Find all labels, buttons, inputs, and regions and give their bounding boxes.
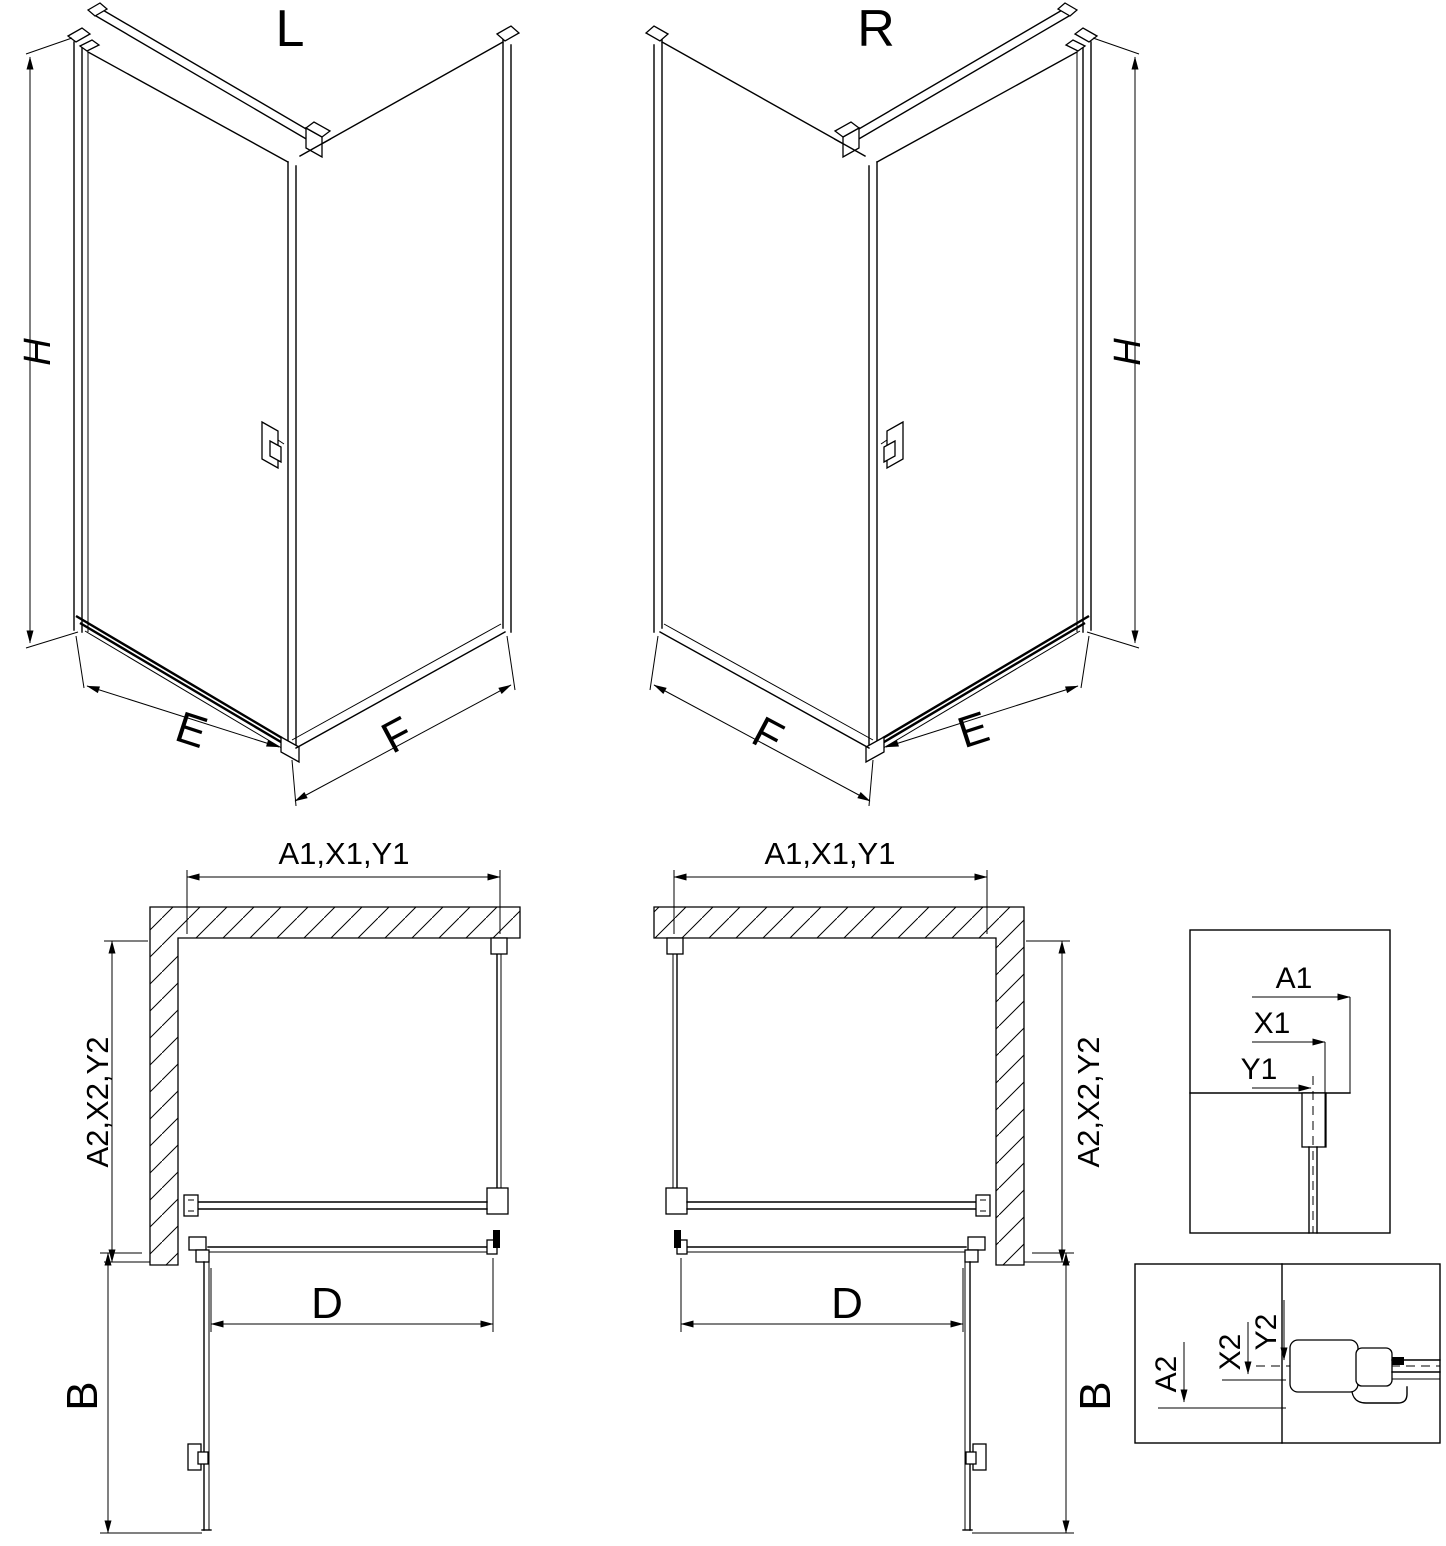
iso-right-dim-h-label: H — [1107, 338, 1149, 366]
plan-right-dim-b-label: B — [1071, 1381, 1120, 1411]
plan-left-dim-width-label: A1,X1,Y1 — [278, 836, 410, 871]
plan-wall-left-version — [150, 907, 520, 1265]
detail-top-y1-label: Y1 — [1240, 1053, 1278, 1086]
plan-wall-right-version — [654, 907, 1024, 1265]
detail-top-x1-label: X1 — [1253, 1007, 1291, 1040]
iso-left-dim-h-label: H — [17, 338, 59, 366]
plan-left-dim-depth-label: A2,X2,Y2 — [80, 1036, 115, 1168]
detail-bottom-a2-label: A2 — [1150, 1355, 1183, 1393]
iso-left-dim-e-label: E — [169, 702, 214, 759]
iso-right-dim-e-label: E — [951, 702, 996, 759]
plan-left-dim-d-label: D — [311, 1279, 343, 1328]
iso-view-left — [26, 3, 519, 806]
iso-view-right — [646, 3, 1139, 806]
detail-bottom-x2-label: X2 — [1214, 1333, 1247, 1371]
plan-right-dim-depth-label: A2,X2,Y2 — [1071, 1036, 1106, 1168]
iso-left-dim-f-label: F — [373, 707, 421, 764]
plan-right-dim-d-label: D — [831, 1279, 863, 1328]
iso-right-dim-f-label: F — [744, 707, 792, 764]
detail-top-a1-label: A1 — [1275, 962, 1313, 995]
iso-right-title: R — [857, 0, 895, 58]
detail-bottom-y2-label: Y2 — [1250, 1313, 1283, 1351]
detail-box-bottom — [1135, 1264, 1440, 1443]
iso-left-title: L — [275, 0, 305, 58]
plan-right-dim-width-label: A1,X1,Y1 — [764, 836, 896, 871]
plan-left-dim-b-label: B — [58, 1381, 107, 1411]
